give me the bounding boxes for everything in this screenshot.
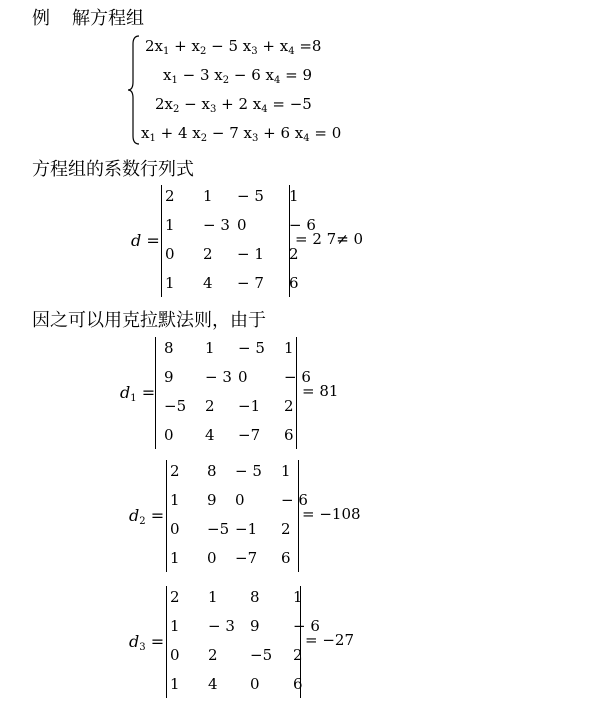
matrix-cell: 9 bbox=[164, 368, 174, 386]
matrix-cell: 1 bbox=[170, 617, 180, 635]
matrix-cell: 8 bbox=[207, 462, 217, 480]
matrix-cell: 1 bbox=[205, 339, 215, 357]
determinant-value: = −27 bbox=[305, 631, 354, 649]
matrix-cell: 1 bbox=[165, 274, 175, 292]
matrix-cell: −1 bbox=[235, 520, 258, 538]
matrix-cell: 0 bbox=[235, 491, 245, 509]
right-bar bbox=[296, 337, 297, 449]
matrix-cell: 1 bbox=[165, 216, 175, 234]
matrix-cell: 1 bbox=[170, 675, 180, 693]
matrix-cell: −5 bbox=[207, 520, 230, 538]
matrix-cell: −1 bbox=[238, 397, 261, 415]
right-bar bbox=[298, 460, 299, 572]
matrix-cell: 2 bbox=[208, 646, 218, 664]
matrix-cell: 0 bbox=[207, 549, 217, 567]
matrix-cell: − 3 bbox=[205, 368, 232, 386]
determinant-label: $d_1$ = bbox=[120, 383, 156, 404]
left-bar bbox=[155, 337, 156, 449]
matrix-cell: 0 bbox=[165, 245, 175, 263]
matrix-cell: 4 bbox=[205, 426, 215, 444]
matrix-cell: 0 bbox=[238, 368, 248, 386]
matrix-cell: 4 bbox=[208, 675, 218, 693]
matrix-cell: 0 bbox=[237, 216, 247, 234]
matrix-cell: 1 bbox=[284, 339, 294, 357]
matrix-cell: − 5 bbox=[237, 187, 264, 205]
matrix-cell: 2 bbox=[284, 397, 294, 415]
matrix-cell: 8 bbox=[250, 588, 260, 606]
problem-title: 解方程组 bbox=[72, 8, 144, 29]
matrix-cell: 9 bbox=[207, 491, 217, 509]
equation-1: $2x_1 + x_2 - 5$ $x_3 + x_4 =8$ bbox=[145, 37, 322, 57]
matrix-cell: − 3 bbox=[203, 216, 230, 234]
left-bar bbox=[166, 460, 167, 572]
matrix-cell: − 6 bbox=[281, 491, 308, 509]
matrix-cell: 1 bbox=[293, 588, 303, 606]
matrix-cell: −7 bbox=[235, 549, 258, 567]
matrix-cell: 6 bbox=[284, 426, 294, 444]
determinant-value: = −108 bbox=[302, 505, 361, 523]
matrix-cell: 6 bbox=[289, 274, 299, 292]
left-bar bbox=[166, 586, 167, 698]
equation-2: $x_1 - 3$ $x_2 - 6$ $x_4 = 9$ bbox=[163, 66, 313, 86]
matrix-cell: 6 bbox=[293, 675, 303, 693]
matrix-cell: 2 bbox=[203, 245, 213, 263]
matrix-cell: 0 bbox=[250, 675, 260, 693]
matrix-cell: − 1 bbox=[237, 245, 264, 263]
matrix-cell: − 7 bbox=[237, 274, 264, 292]
determinant-value: = 81 bbox=[302, 382, 339, 400]
matrix-cell: 2 bbox=[165, 187, 175, 205]
determinant-label: d = bbox=[131, 231, 160, 250]
example-label: 例 bbox=[32, 8, 50, 29]
matrix-cell: 1 bbox=[289, 187, 299, 205]
matrix-cell: −5 bbox=[250, 646, 273, 664]
matrix-cell: 9 bbox=[250, 617, 260, 635]
matrix-cell: 0 bbox=[170, 520, 180, 538]
determinant-value: = 2 7≠ 0 bbox=[295, 230, 364, 248]
matrix-cell: −5 bbox=[164, 397, 187, 415]
coefficient-determinant-text: 方程组的系数行列式 bbox=[32, 159, 194, 180]
equation-4: $x_1 + 4$ $x_2 - 7$ $x_3 + 6$ $x_4 = 0$ bbox=[141, 124, 342, 144]
matrix-cell: 8 bbox=[164, 339, 174, 357]
matrix-cell: − 6 bbox=[293, 617, 320, 635]
cramer-rule-text: 因之可以用克拉默法则，由于 bbox=[32, 310, 266, 331]
matrix-cell: − 5 bbox=[238, 339, 265, 357]
equation-3: $2x_2 - x_3 + 2$ $x_4 = -5$ bbox=[155, 95, 312, 115]
matrix-cell: 6 bbox=[281, 549, 291, 567]
matrix-cell: − 5 bbox=[235, 462, 262, 480]
matrix-cell: 0 bbox=[164, 426, 174, 444]
matrix-cell: 4 bbox=[203, 274, 213, 292]
matrix-cell: − 6 bbox=[289, 216, 316, 234]
matrix-cell: 0 bbox=[170, 646, 180, 664]
matrix-cell: 1 bbox=[203, 187, 213, 205]
matrix-cell: 2 bbox=[170, 462, 180, 480]
matrix-cell: 1 bbox=[208, 588, 218, 606]
matrix-cell: 1 bbox=[170, 549, 180, 567]
matrix-cell: 2 bbox=[205, 397, 215, 415]
matrix-cell: − 3 bbox=[208, 617, 235, 635]
matrix-cell: 2 bbox=[281, 520, 291, 538]
matrix-cell: 1 bbox=[281, 462, 291, 480]
left-bar bbox=[161, 185, 162, 297]
matrix-cell: 2 bbox=[289, 245, 299, 263]
left-brace-icon bbox=[127, 34, 141, 146]
matrix-cell: − 6 bbox=[284, 368, 311, 386]
matrix-cell: 2 bbox=[170, 588, 180, 606]
determinant-label: $d_2$ = bbox=[129, 506, 165, 527]
matrix-cell: 1 bbox=[170, 491, 180, 509]
matrix-cell: −7 bbox=[238, 426, 261, 444]
determinant-label: $d_3$ = bbox=[129, 632, 165, 653]
matrix-cell: 2 bbox=[293, 646, 303, 664]
